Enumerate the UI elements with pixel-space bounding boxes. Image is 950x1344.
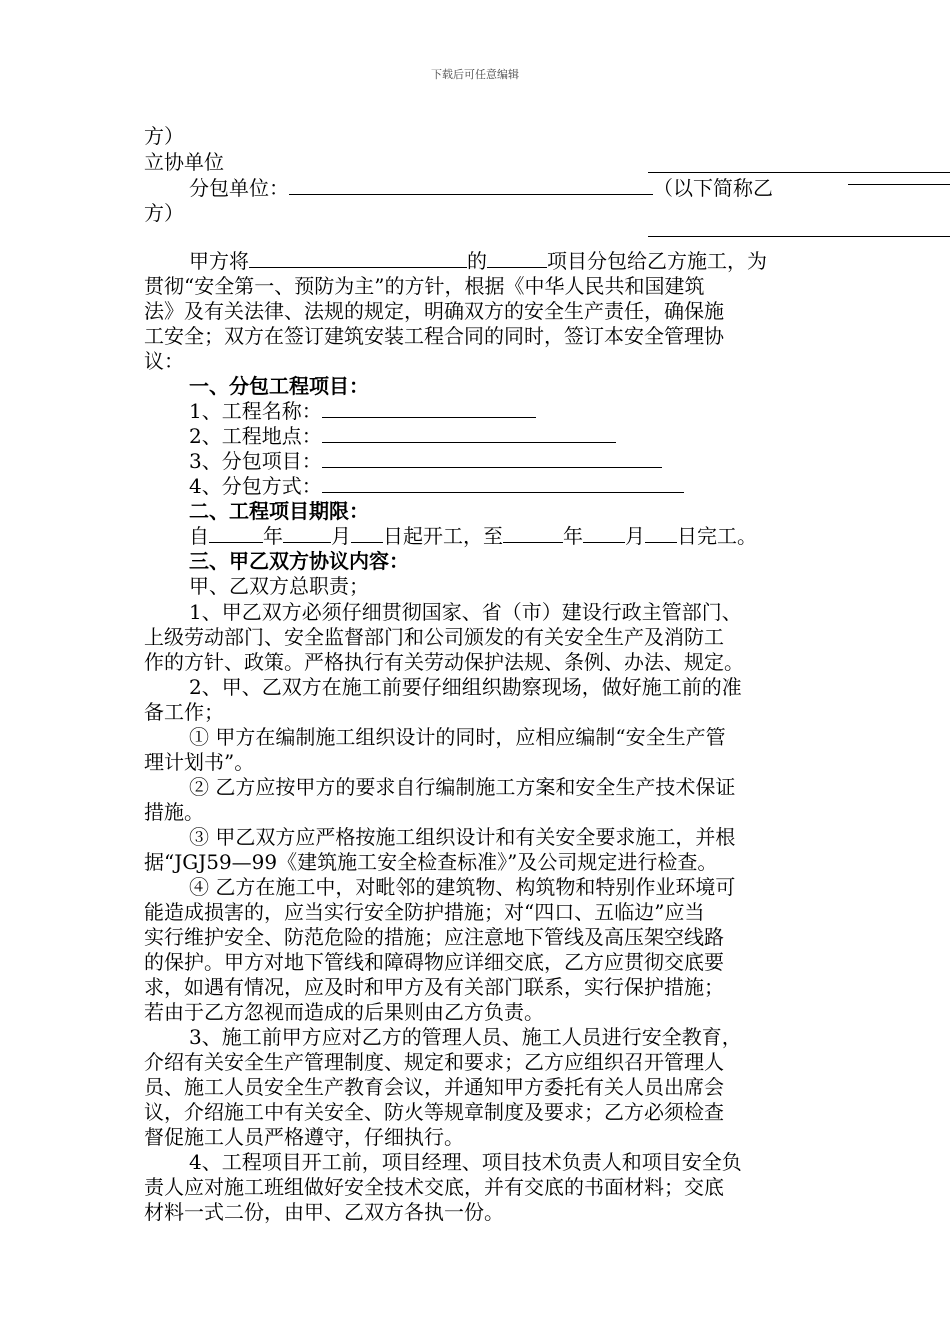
blank-party[interactable] (249, 249, 467, 268)
text-line: 方） (144, 124, 184, 148)
date-row (189, 524, 757, 548)
text-line: 议，介绍施工中有关安全、防火等规章制度及要求；乙方必须检查 (144, 1100, 724, 1124)
blank-end-month[interactable] (583, 524, 625, 543)
text: 年 (263, 524, 283, 548)
subcontractor-line (189, 176, 773, 200)
text-line: 介绍有关安全生产管理制度、规定和要求；乙方应组织召开管理人 (144, 1050, 724, 1074)
text-line: 立协单位 (144, 150, 224, 174)
text-line: 贯彻“安全第一、预防为主”的方针，根据《中华人民共和国建筑 (144, 274, 705, 298)
label: 3、分包项目： (189, 449, 322, 473)
text-line: 实行维护安全、防范危险的措施；应注意地下管线及高压架空线路 (144, 925, 724, 949)
text-line: 责人应对施工班组做好安全技术交底，并有交底的书面材料；交底 (144, 1175, 724, 1199)
text-line: 能造成损害的，应当实行安全防护措施；对“四口、五临边”应当 (144, 900, 705, 924)
form-row (189, 424, 616, 448)
intro-line (189, 249, 767, 273)
text-line: 据“JGJ59—99《建筑施工安全检查标准》”及公司规定进行检查。 (144, 850, 718, 874)
label: 2、工程地点： (189, 424, 322, 448)
text: 自 (189, 524, 209, 548)
blank-start-year[interactable] (209, 524, 263, 543)
text-line: 工安全；双方在签订建筑安装工程合同的同时，签订本安全管理协 (144, 324, 724, 348)
blank-end-day[interactable] (645, 524, 677, 543)
text-line: 作的方针、政策。严格执行有关劳动保护法规、条例、办法、规定。 (144, 650, 744, 674)
text: 日完工。 (677, 524, 757, 548)
blank-sub-method[interactable] (322, 474, 684, 493)
text: 项目分包给乙方施工，为 (547, 249, 767, 273)
text-line: 求，如遇有情况，应及时和甲方及有关部门联系，实行保护措施； (144, 975, 724, 999)
form-row (189, 449, 662, 473)
text: 年 (563, 524, 583, 548)
text: 甲方将 (189, 249, 249, 273)
blank-start-month[interactable] (283, 524, 331, 543)
form-row (189, 474, 684, 498)
blank-line (848, 184, 950, 185)
text-line: 若由于乙方忽视而造成的后果则由乙方负责。 (144, 1000, 544, 1024)
text-line: 2、甲、乙双方在施工前要仔细组织勘察现场，做好施工前的准 (189, 675, 742, 699)
text-line: ④ 乙方在施工中，对毗邻的建筑物、构筑物和特别作业环境可 (189, 875, 736, 899)
label: 分包单位： (189, 176, 289, 200)
text-line: 员、施工人员安全生产教育会议，并通知甲方委托有关人员出席会 (144, 1075, 724, 1099)
text-line: 的保护。甲方对地下管线和障碍物应详细交底，乙方应贯彻交底要 (144, 950, 724, 974)
text-line: 方） (144, 201, 184, 225)
blank-project[interactable] (487, 249, 547, 268)
blank-start-day[interactable] (351, 524, 383, 543)
text-line: 理计划书”。 (144, 750, 255, 774)
text-line: 上级劳动部门、安全监督部门和公司颁发的有关安全生产及消防工 (144, 625, 724, 649)
blank-project-name[interactable] (322, 399, 536, 418)
text-line: 1、甲乙双方必须仔细贯彻国家、省（市）建设行政主管部门、 (189, 600, 742, 624)
text: 月 (331, 524, 351, 548)
text-line: 材料一式二份，由甲、乙双方各执一份。 (144, 1200, 504, 1224)
page-header: 下载后可任意编辑 (431, 68, 519, 81)
text-line: 督促施工人员严格遵守，仔细执行。 (144, 1125, 464, 1149)
text-line: 法》及有关法律、法规的规定，明确双方的安全生产责任，确保施 (144, 299, 724, 323)
label: 1、工程名称： (189, 399, 322, 423)
text-line: 措施。 (144, 800, 204, 824)
label: 4、分包方式： (189, 474, 322, 498)
text-line: 3、施工前甲方应对乙方的管理人员、施工人员进行安全教育， (189, 1025, 742, 1049)
blank-subcontractor[interactable] (289, 176, 653, 195)
blank-sub-item[interactable] (322, 449, 662, 468)
blank-line (648, 236, 950, 237)
text-line: ③ 甲乙双方应严格按施工组织设计和有关安全要求施工，并根 (189, 825, 736, 849)
blank-end-year[interactable] (503, 524, 563, 543)
text: 日起开工，至 (383, 524, 503, 548)
text-line: 甲、乙双方总职责； (189, 574, 369, 598)
section-heading: 三、甲乙双方协议内容： (189, 549, 409, 573)
label: （以下简称乙 (653, 176, 773, 200)
section-heading: 一、分包工程项目： (189, 374, 369, 398)
blank-line (648, 172, 950, 173)
blank-project-location[interactable] (322, 424, 616, 443)
text-line: 议： (144, 349, 184, 373)
section-heading: 二、工程项目期限： (189, 499, 369, 523)
text-line: 4、工程项目开工前，项目经理、项目技术负责人和项目安全负 (189, 1150, 742, 1174)
text-line: 备工作； (144, 700, 224, 724)
text-line: ② 乙方应按甲方的要求自行编制施工方案和安全生产技术保证 (189, 775, 736, 799)
text-line: ① 甲方在编制施工组织设计的同时，应相应编制“安全生产管 (189, 725, 726, 749)
form-row (189, 399, 536, 423)
text: 的 (467, 249, 487, 273)
text: 月 (625, 524, 645, 548)
